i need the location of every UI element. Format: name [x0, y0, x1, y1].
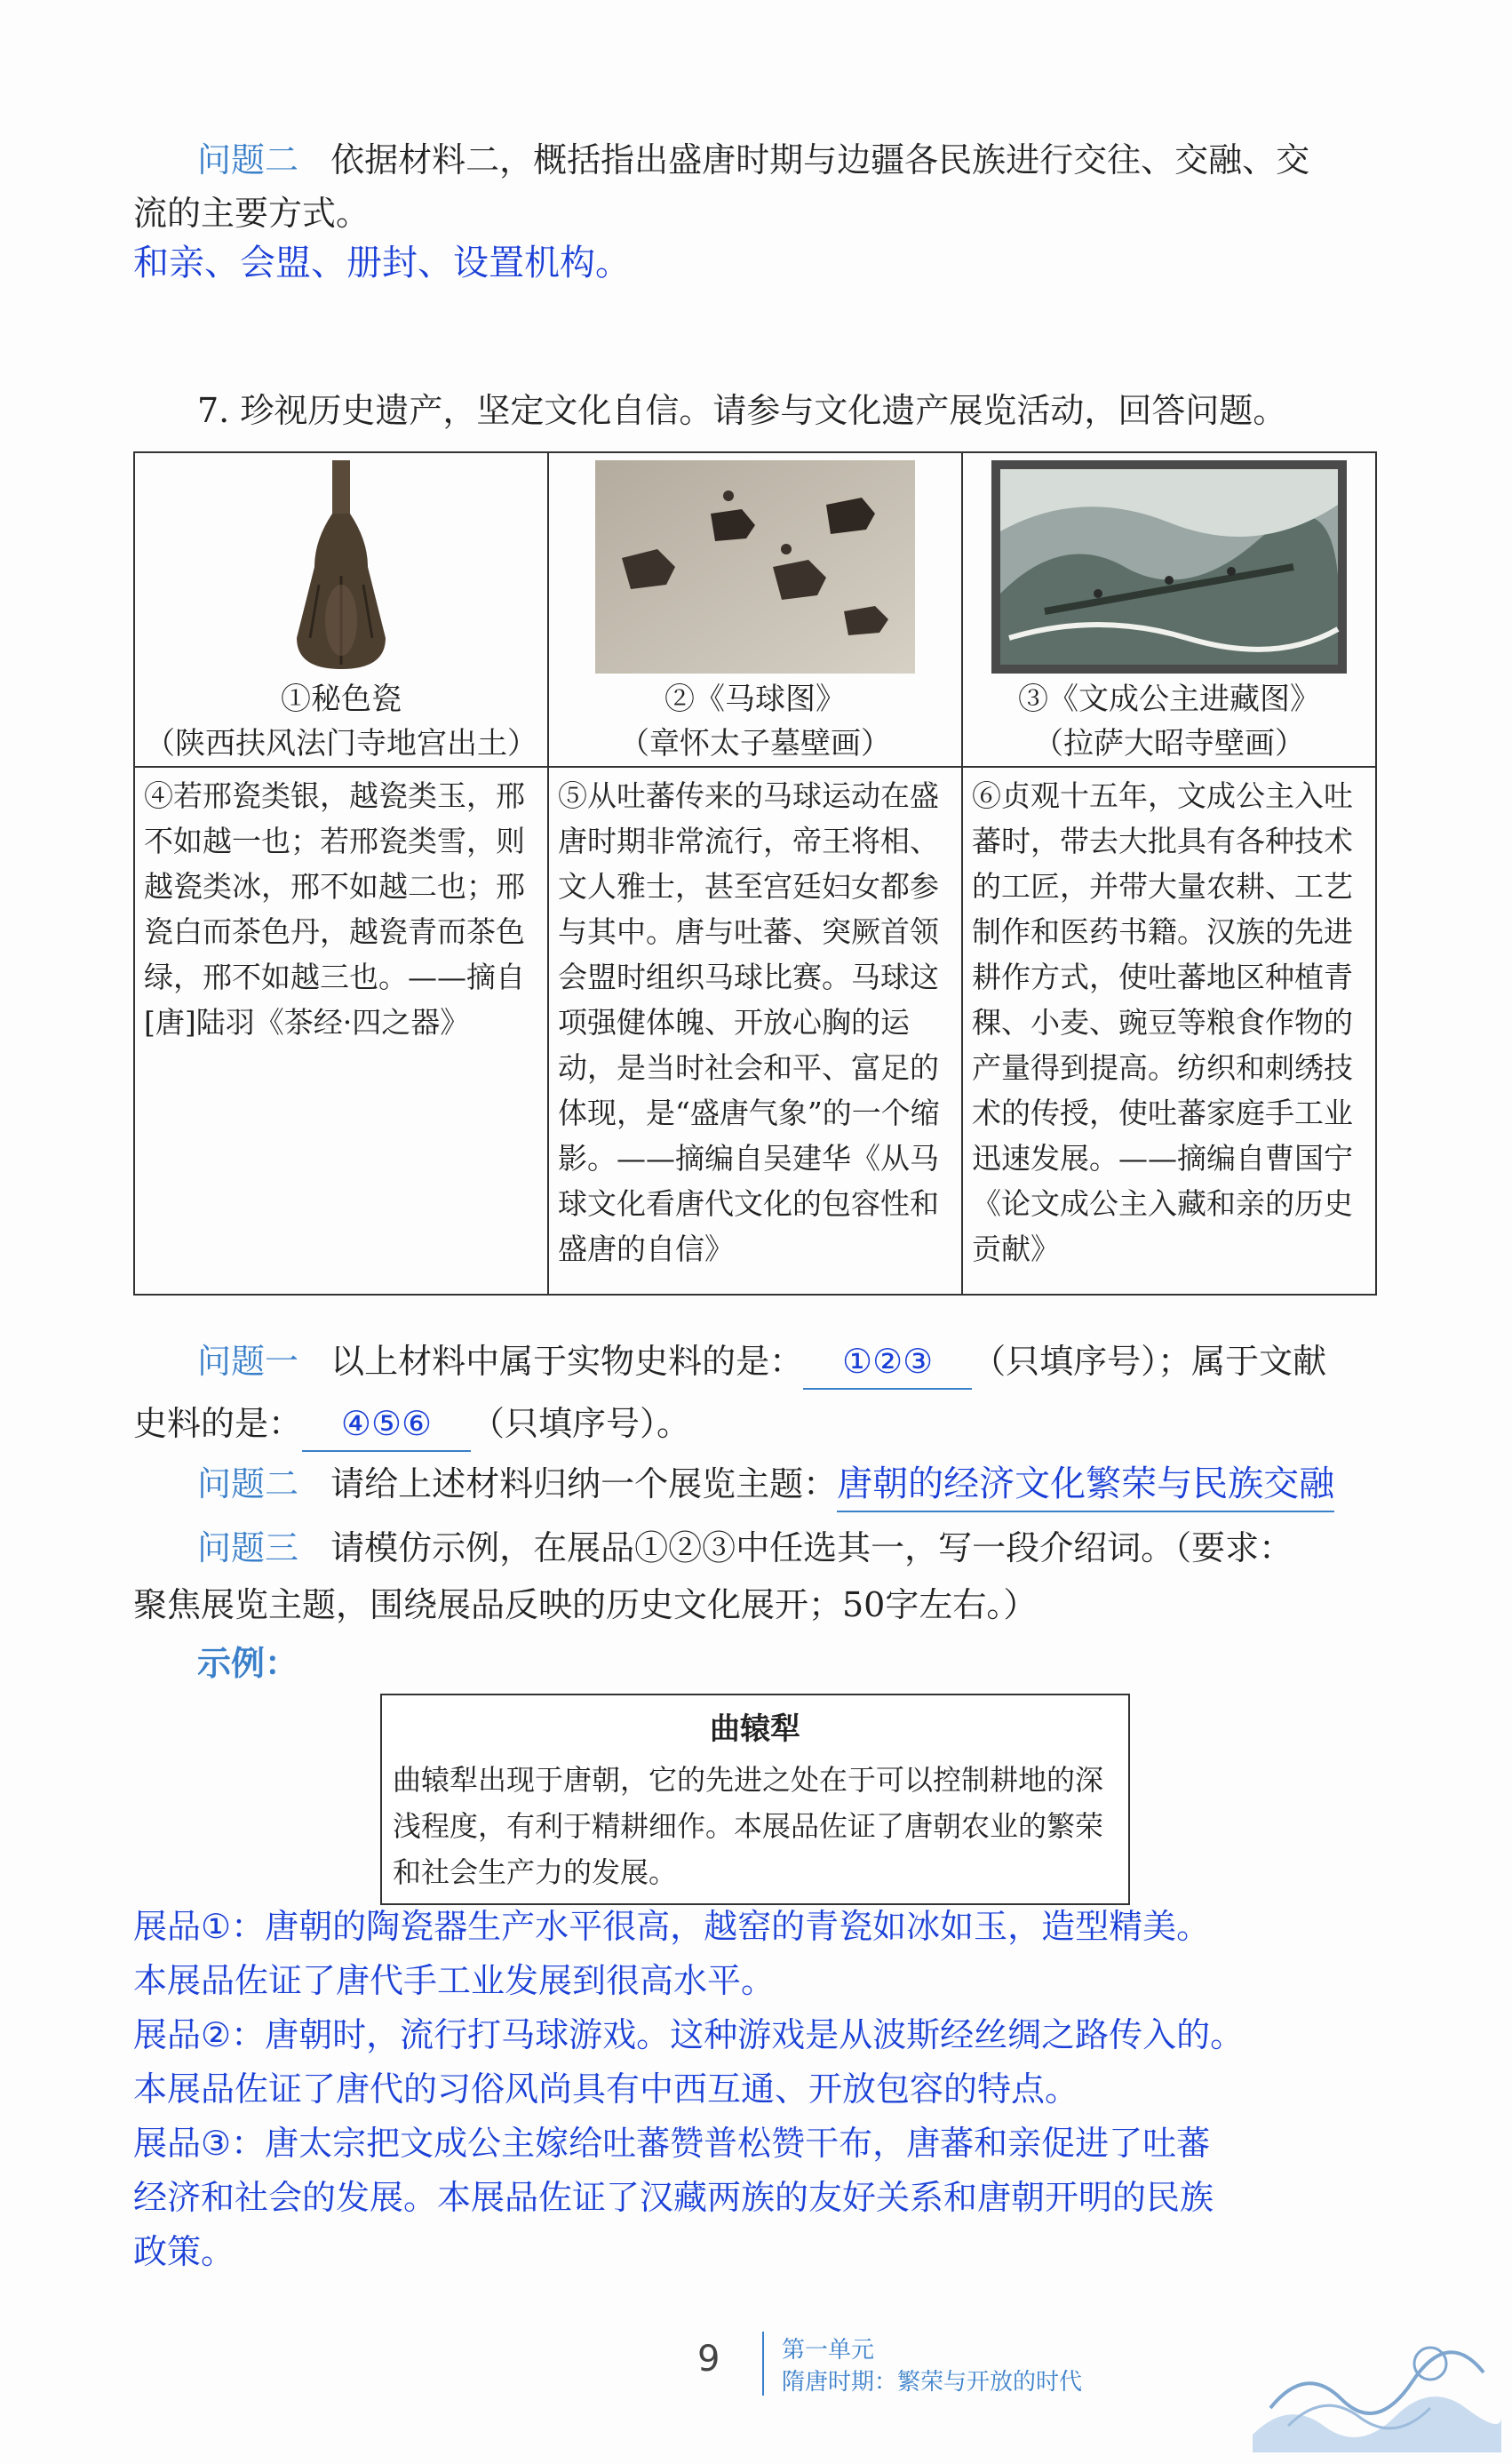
q7-q2-label: 问题二: [197, 1464, 299, 1503]
answer-line: 展品②：唐朝时，流行打马球游戏。这种游戏是从波斯经丝绸之路传入的。: [133, 2015, 1245, 2054]
item3-caption2: （拉萨大昭寺壁画）: [1033, 726, 1305, 762]
q7-q1-text-c: 史料的是：: [133, 1404, 303, 1443]
q7-intro: 7. 珍视历史遗产，坚定文化自信。请参与文化遗产展览活动，回答问题。: [197, 391, 1287, 430]
footer-unit-title: 隋唐时期：繁荣与开放的时代: [782, 2369, 1083, 2396]
materials-table: [133, 451, 1377, 1296]
footer-unit: 第一单元: [782, 2337, 875, 2364]
answer-line: 展品③：唐太宗把文成公主嫁给吐蕃赞普松赞干布，唐蕃和亲促进了吐蕃: [133, 2124, 1211, 2163]
item2-caption2: （章怀太子墓壁画）: [619, 726, 891, 762]
page-number: 9: [697, 2339, 720, 2380]
example-title: 曲辕犁: [710, 1711, 800, 1747]
q7-question1-line2: [133, 1397, 690, 1452]
item3-caption1: ③《文成公主进藏图》: [1018, 682, 1320, 717]
answer-line: 本展品佐证了唐代的习俗风尚具有中西互通、开放包容的特点。: [133, 2069, 1079, 2109]
q7-q1-answer-a: ①②③: [803, 1335, 972, 1390]
material-text-6: ⑥贞观十五年，文成公主入吐蕃时，带去大批具有各种技术的工匠，并带大量农耕、工艺制作和医药书籍。汉族的先进耕作方式，使吐蕃地区种植青稞、小麦、豌豆等粮食作物的产量得到提高。纺织和刺绣技术的传授，使吐蕃家庭手工业迅速发展。——摘编自曹国宁《论文成公主入藏和亲的历史贡献》: [962, 767, 1376, 1295]
q6-answer: 和亲、会盟、册封、设置机构。: [133, 243, 631, 283]
q7-q3-text-line1: 请模仿示例，在展品①②③中任选其一，写一段介绍词。（要求：: [330, 1528, 1293, 1567]
q6-label: 问题二: [197, 140, 299, 179]
answer-line: 本展品佐证了唐代手工业发展到很高水平。: [133, 1961, 776, 2000]
q7-question1: [197, 1335, 1388, 1390]
answer-line: 政策。: [133, 2232, 235, 2271]
item1-caption1: ①秘色瓷: [281, 682, 402, 717]
q7-question3: [197, 1521, 1405, 1575]
example-box: [380, 1694, 1130, 1905]
q7-q3-answers: [133, 1900, 1413, 2279]
material-cell-2: [548, 452, 962, 767]
q7-q2-text: 请给上述材料归纳一个展览主题：: [330, 1464, 838, 1503]
example-body: 曲辕犁出现于唐朝，它的先进之处在于可以控制耕地的深浅程度，有利于精耕细作。本展品佐证了唐朝农业的繁荣和社会生产力的发展。: [393, 1763, 1104, 1889]
item2-caption1: ②《马球图》: [664, 682, 846, 717]
polo-mural-icon: [595, 460, 915, 674]
material-text-4: ④若邢瓷类银，越瓷类玉，邢不如越一也；若邢瓷类雪，则越瓷类冰，邢不如越二也；邢瓷白而茶色丹，越瓷青而茶色绿，邢不如越三也。——摘自[唐]陆羽《茶经·四之器》: [134, 767, 548, 1295]
q7-question2: [197, 1457, 1405, 1512]
q7-q3-text-line2: 聚焦展览主题，围绕展品反映的历史文化展开；50字左右。）: [133, 1585, 1038, 1624]
q7-q2-answer: 唐朝的经济文化繁荣与民族交融: [837, 1457, 1334, 1512]
wave-decoration-icon: [1253, 2328, 1501, 2452]
example-label: 示例：: [197, 1644, 299, 1683]
q6-text-line2: 流的主要方式。: [133, 194, 370, 233]
q6-text-line1: 依据材料二，概括指出盛唐时期与边疆各民族进行交往、交融、交: [330, 140, 1310, 179]
material-cell-3: [962, 452, 1376, 767]
q7-q1-answer-b: ④⑤⑥: [302, 1397, 471, 1452]
q7-q1-label: 问题一: [197, 1342, 299, 1381]
footer-divider: [762, 2332, 764, 2396]
q7-q1-text-d: （只填序号）。: [471, 1404, 691, 1443]
material-cell-1: [134, 452, 548, 767]
q7-q3-label: 问题三: [197, 1528, 299, 1567]
answer-line: 展品①：唐朝的陶瓷器生产水平很高，越窑的青瓷如冰如玉，造型精美。: [133, 1907, 1211, 1946]
porcelain-vase-icon: [279, 460, 403, 674]
q6-question: [133, 133, 1377, 187]
answer-line: 经济和社会的发展。本展品佐证了汉藏两族的友好关系和唐朝开明的民族: [133, 2178, 1214, 2217]
material-text-5: ⑤从吐蕃传来的马球运动在盛唐时期非常流行，帝王将相、文人雅士，甚至宫廷妇女都参与其中。唐与吐蕃、突厥首领会盟时组织马球比赛。马球这项强健体魄、开放心胸的运动，是当时社会和平、富足的体现，是“盛唐气象”的一个缩影。——摘编自吴建华《从马球文化看唐代文化的包容性和盛唐的自信》: [548, 767, 962, 1295]
princess-mural-icon: [991, 460, 1347, 674]
q7-q1-text-b: （只填序号）；属于文献: [972, 1342, 1327, 1381]
item1-caption2: （陕西扶风法门寺地宫出土）: [145, 726, 537, 762]
q7-q1-text-a: 以上材料中属于实物史料的是：: [330, 1342, 804, 1381]
